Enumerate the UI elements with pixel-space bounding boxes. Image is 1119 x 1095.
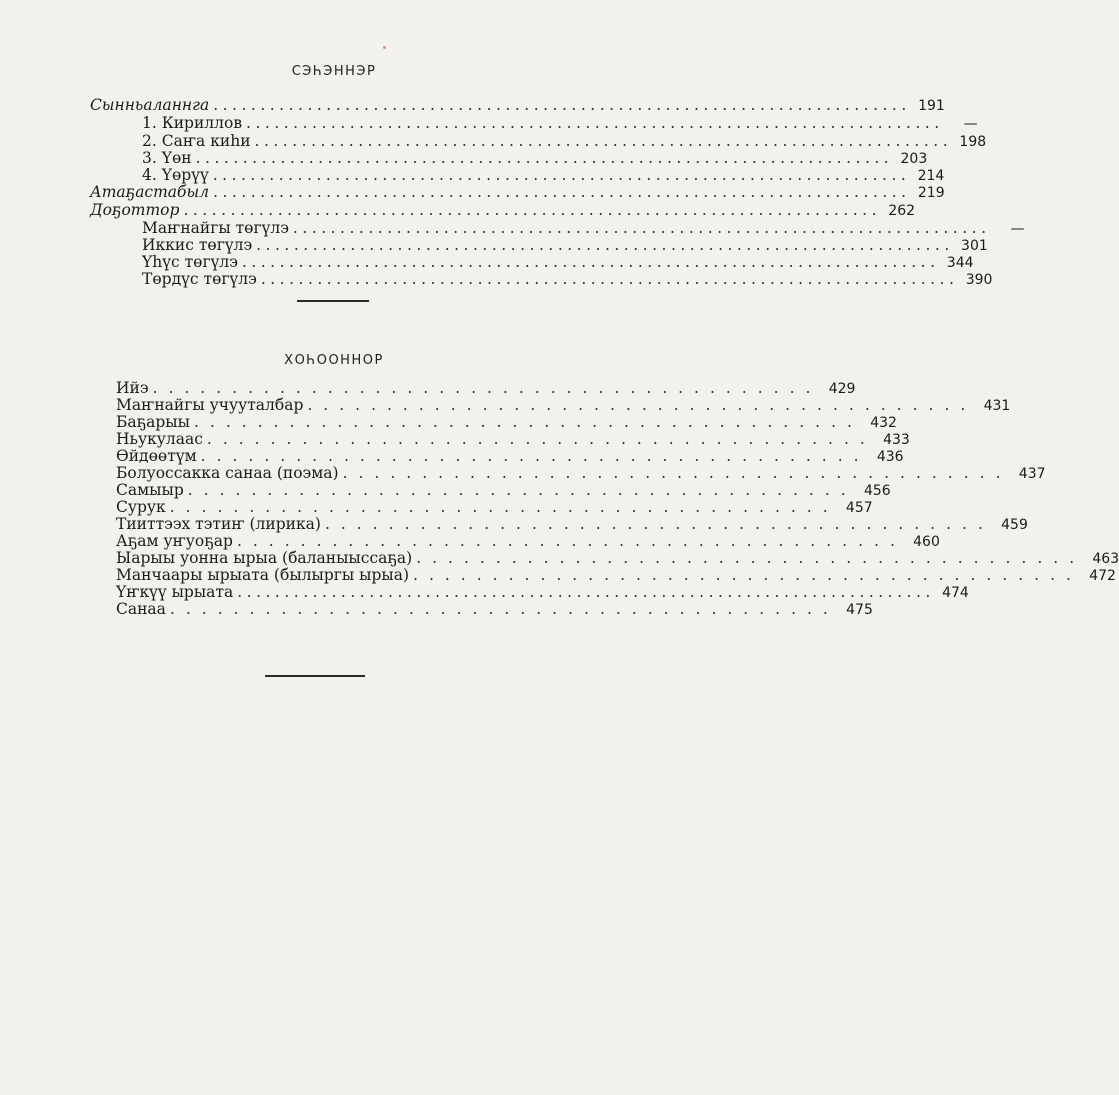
poem-entry[interactable] xyxy=(116,549,1119,567)
poem-entry-label: Санаа xyxy=(116,600,166,618)
leader-dots: .......................................................................... xyxy=(246,114,944,132)
toc-entry[interactable] xyxy=(90,183,945,201)
toc-entry-label: 2. Саҥа киһи xyxy=(142,132,251,150)
toc-entry-page: 214 xyxy=(917,168,945,184)
toc-entry-page: 390 xyxy=(965,272,993,288)
toc-entry-page: 191 xyxy=(918,98,945,114)
poem-entry-label: Аҕам уҥуоҕар xyxy=(116,532,233,550)
poem-entry-label: Өйдөөтүм xyxy=(116,447,197,465)
poem-entry[interactable] xyxy=(116,413,897,431)
poem-entry[interactable] xyxy=(116,464,1046,482)
toc-entry-label: Доҕоттор xyxy=(90,201,180,219)
poem-entry[interactable] xyxy=(116,379,856,397)
poem-entry-page: 472 xyxy=(1089,568,1116,584)
leader-dots: .......................................... xyxy=(307,396,977,414)
leader-dots: .......................................................................... xyxy=(260,270,959,288)
poem-entry-label: Маҥнайгы учууталбар xyxy=(116,396,304,414)
leader-dots: .......................................................................... xyxy=(254,132,953,150)
section-divider xyxy=(297,300,369,302)
leader-dots: .......................................................................... xyxy=(195,149,894,167)
poem-entry-page: 429 xyxy=(828,381,856,397)
poem-entry-label: Болуоссакка санаа (поэма) xyxy=(116,464,339,482)
leader-dots: .......................................... xyxy=(193,413,863,431)
poem-entry[interactable] xyxy=(116,515,1028,533)
poem-entry-label: Баҕарыы xyxy=(116,413,190,431)
poem-entry[interactable] xyxy=(116,481,891,499)
toc-entry[interactable] xyxy=(142,114,978,132)
poem-entry-page: 456 xyxy=(863,483,891,499)
leader-dots: .......................................... xyxy=(169,498,839,516)
poem-entry-label: Сурук xyxy=(116,498,166,516)
toc-entry-page: 262 xyxy=(888,203,916,219)
leader-dots: .......................................... xyxy=(413,566,1082,584)
poem-entry-page: 459 xyxy=(1001,517,1028,533)
toc-entry-label: Маҥнайгы төгүлэ xyxy=(142,219,289,237)
toc-entry[interactable] xyxy=(142,166,945,184)
leader-dots: .......................................................................... xyxy=(213,96,911,114)
poem-entry-page: 432 xyxy=(870,415,897,431)
toc-entry[interactable] xyxy=(142,270,993,288)
toc-entry-page: 203 xyxy=(900,151,928,167)
poem-entry-label: Ийэ xyxy=(116,379,149,397)
contents-heading: СЭҺЭННЭР xyxy=(291,64,377,79)
toc-entry-label: Сынньаланнга xyxy=(90,96,210,114)
leader-dots: .......................................... xyxy=(152,379,822,397)
leader-dots: .......................................... xyxy=(236,532,906,550)
poem-entry-label: Манчаары ырыата (былыргы ырыа) xyxy=(116,566,410,584)
poem-entry[interactable] xyxy=(116,566,1116,584)
toc-entry-page: 344 xyxy=(946,255,974,271)
toc-entry[interactable] xyxy=(142,219,1025,237)
poem-entry-label: Ыарыы уонна ырыа (баланыыссаҕа) xyxy=(116,549,413,567)
poem-entry-page: 475 xyxy=(846,602,873,618)
leader-dots: .......................................... xyxy=(169,600,839,618)
poem-entry-page: 460 xyxy=(913,534,940,550)
toc-entry[interactable] xyxy=(90,201,916,219)
toc-entry-label: 3. Үөн xyxy=(142,149,192,167)
toc-entry-label: 4. Үөрүү xyxy=(142,166,209,184)
leader-dots: .......................................................................... xyxy=(237,583,935,601)
poem-entry[interactable] xyxy=(116,498,873,516)
leader-dots: .......................................................................... xyxy=(183,201,882,219)
poem-entry-label: Ньукулаас xyxy=(116,430,203,448)
leader-dots: .......................................... xyxy=(187,481,857,499)
toc-entry-label: 1. Кириллов xyxy=(142,114,243,132)
toc-entry[interactable] xyxy=(142,253,974,271)
poems-heading: ХОҺООННОР xyxy=(284,353,384,368)
leader-dots: .......................................... xyxy=(416,549,1086,567)
poem-entry[interactable] xyxy=(116,447,904,465)
poem-entry-page: 457 xyxy=(845,500,873,516)
leader-dots: .......................................................................... xyxy=(212,166,911,184)
poem-entry-label: Үҥкүү ырыата xyxy=(116,583,234,601)
toc-entry-page: 219 xyxy=(917,185,945,201)
ink-speck xyxy=(383,46,386,49)
end-divider xyxy=(265,675,365,677)
leader-dots: .......................................................................... xyxy=(213,183,911,201)
leader-dots: .......................................................................... xyxy=(292,219,991,237)
poem-entry[interactable] xyxy=(116,532,940,550)
toc-entry[interactable] xyxy=(142,236,988,254)
toc-entry-page: 301 xyxy=(961,238,988,254)
toc-entry[interactable] xyxy=(142,132,987,150)
leader-dots: .......................................... xyxy=(206,430,876,448)
toc-entry-label: Үһүс төгүлэ xyxy=(142,253,238,271)
leader-dots: .......................................... xyxy=(342,464,1012,482)
poem-entry-page: 436 xyxy=(876,449,904,465)
toc-entry[interactable] xyxy=(142,149,928,167)
toc-entry-label: Иккис төгүлэ xyxy=(142,236,253,254)
poem-entry-page: 463 xyxy=(1092,551,1119,567)
poem-entry-page: 431 xyxy=(983,398,1011,414)
poem-entry-label: Самыыр xyxy=(116,481,184,499)
leader-dots: .......................................... xyxy=(200,447,870,465)
toc-entry-label: Төрдүс төгүлэ xyxy=(142,270,257,288)
poem-entry[interactable] xyxy=(116,396,1011,414)
toc-entry-label: Атаҕастабыл xyxy=(90,183,210,201)
poem-entry[interactable] xyxy=(116,430,910,448)
poem-entry-page: 437 xyxy=(1018,466,1046,482)
toc-entry-page: — xyxy=(963,116,978,132)
toc-entry[interactable] xyxy=(90,96,945,114)
leader-dots: .......................................................................... xyxy=(241,253,940,271)
poem-entry-page: 433 xyxy=(883,432,910,448)
poem-entry-page: 474 xyxy=(942,585,969,601)
poem-entry-label: Тииттээх тэтиҥ (лирика) xyxy=(116,515,321,533)
poem-entry[interactable] xyxy=(116,583,969,601)
leader-dots: .......................................... xyxy=(324,515,994,533)
toc-entry-page: — xyxy=(1010,221,1025,237)
leader-dots: .......................................................................... xyxy=(256,236,954,254)
poem-entry[interactable] xyxy=(116,600,873,618)
toc-entry-page: 198 xyxy=(959,134,987,150)
